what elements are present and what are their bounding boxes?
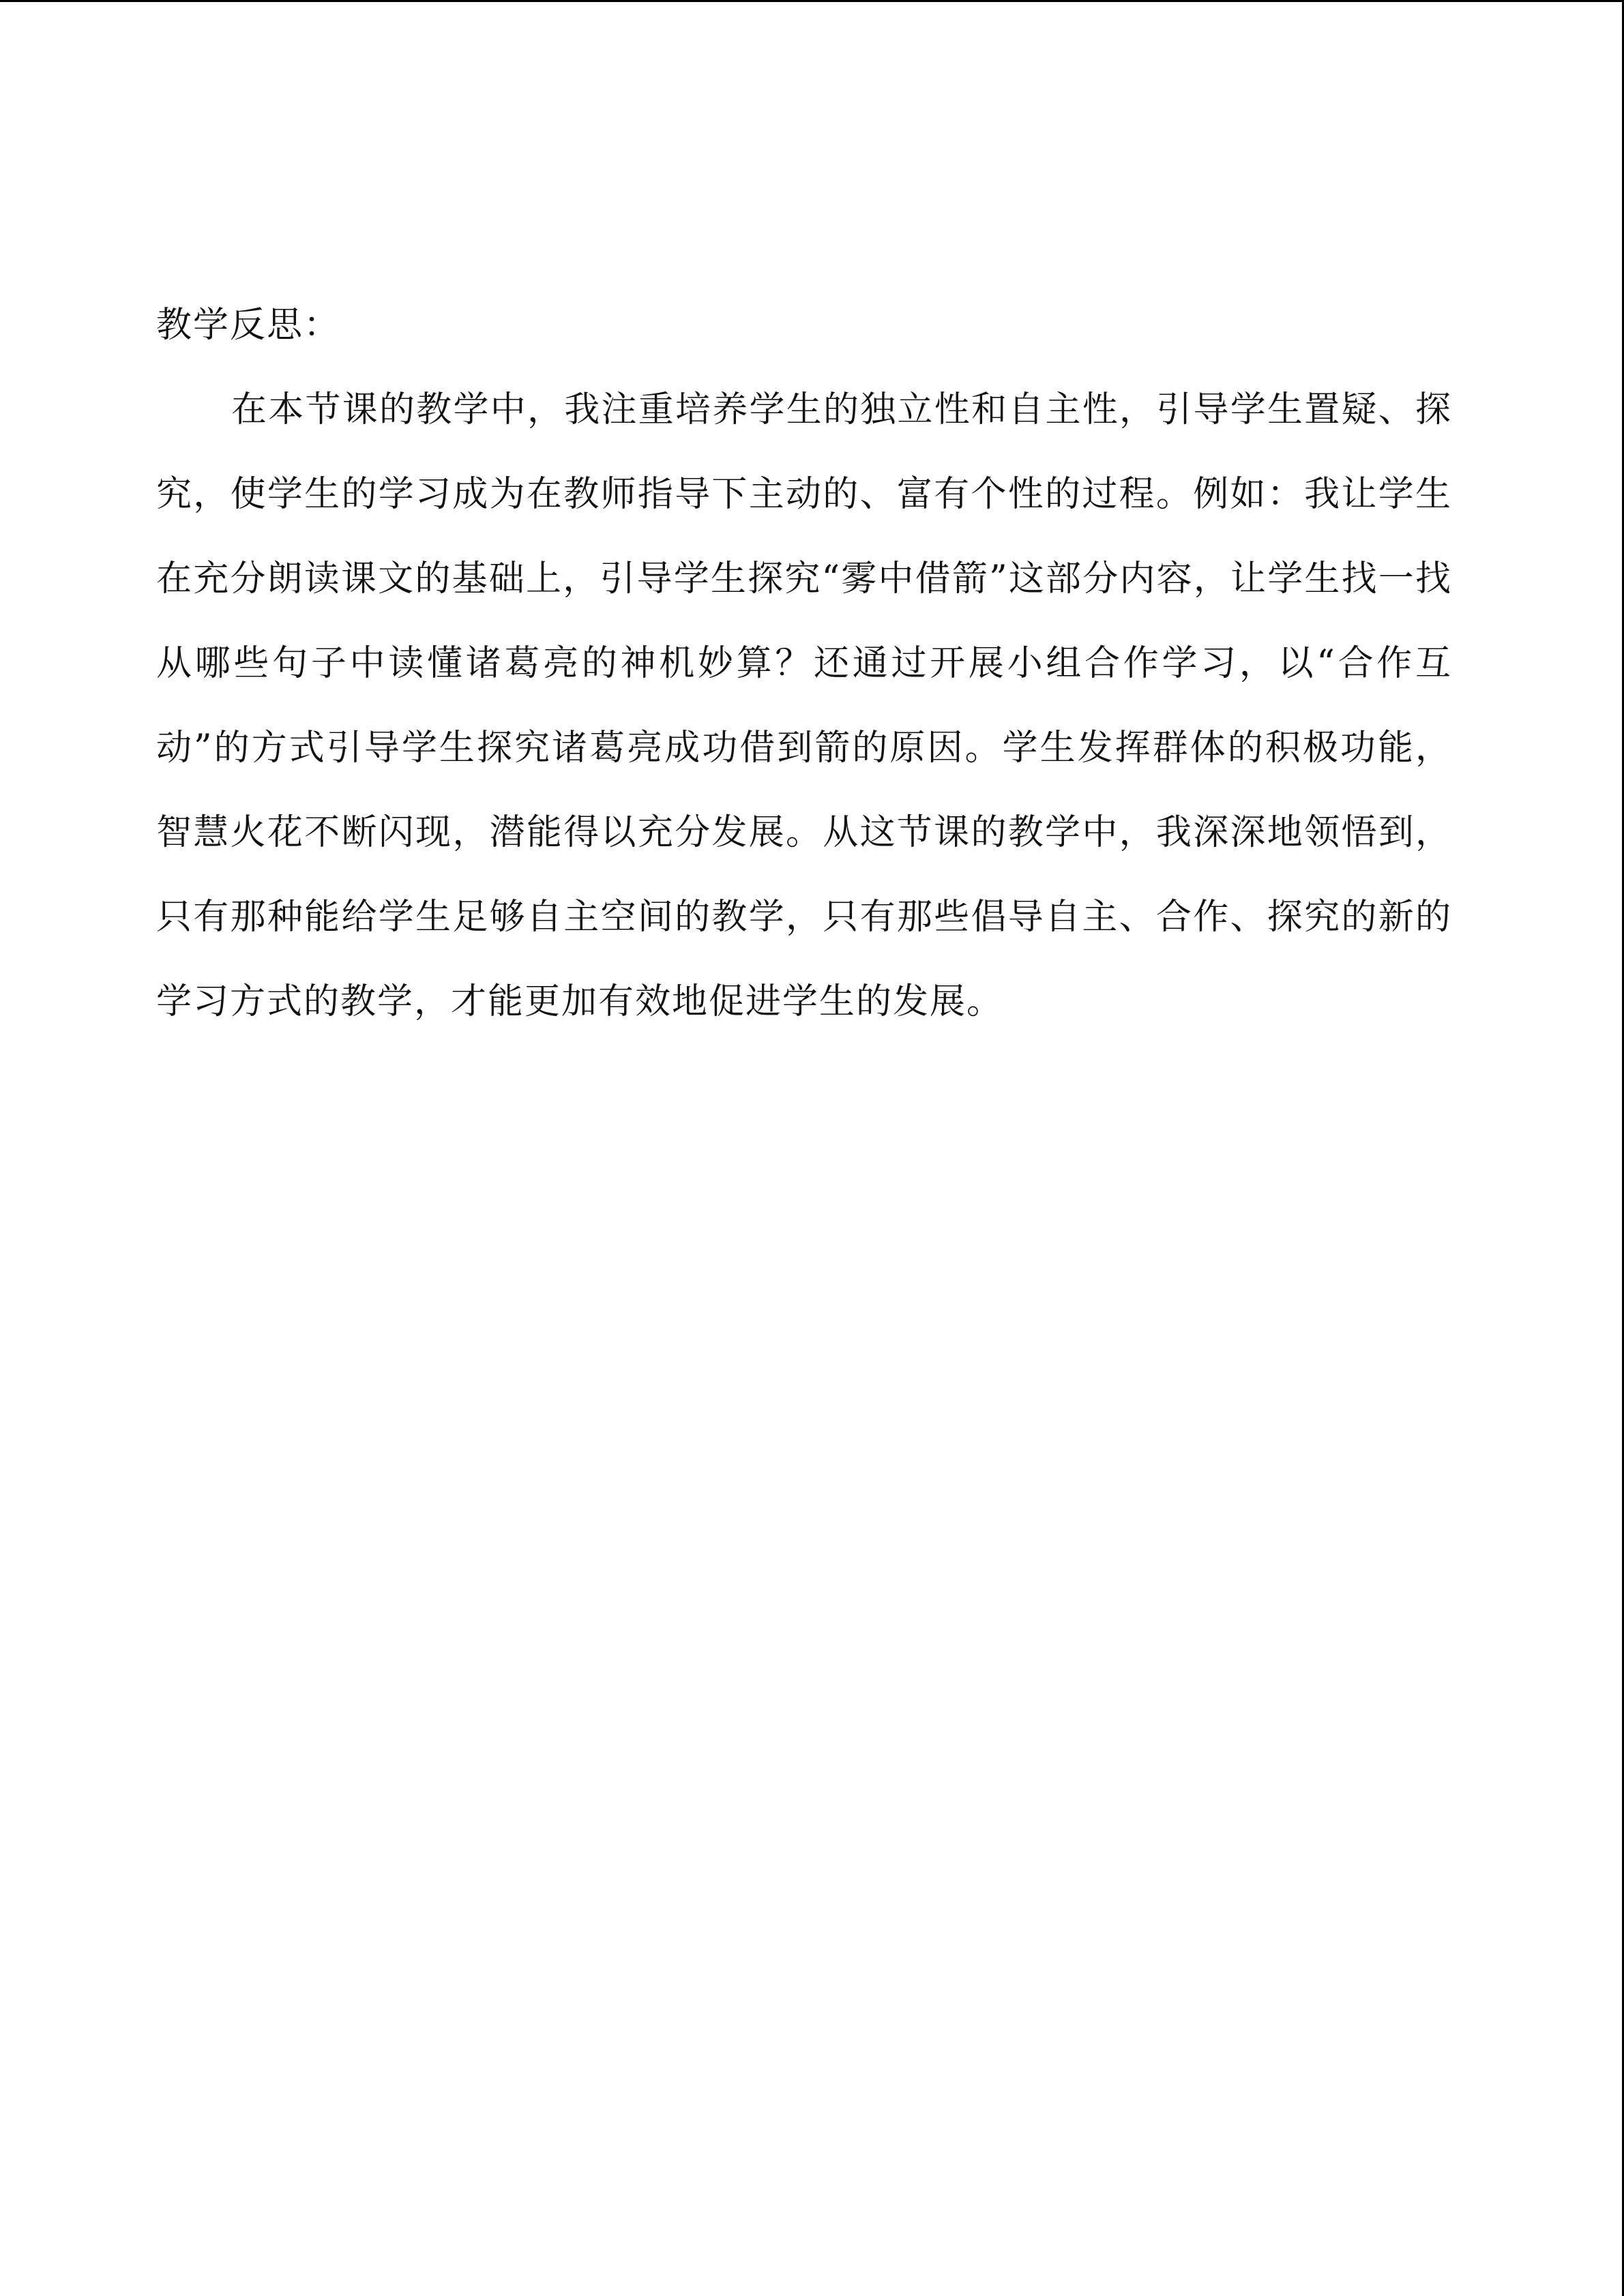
section-heading: 教学反思： xyxy=(156,305,341,346)
document-content xyxy=(156,283,1452,1044)
reflection-paragraph: 在本节课的教学中，我注重培养学生的独立性和自主性，引导学生置疑、探究，使学生的学习成为在教师指导下主动的、富有个性的过程。例如：我让学生在充分朗读课文的基础上，引导学生探究“雾中借箭”这部分内容，让学生找一找从哪些句子中读懂诸葛亮的神机妙算？还通过开展小组合作学习，以“合作互动”的方式引导学生探究诸葛亮成功借到箭的原因。学生发挥群体的积极功能，智慧火花不断闪现，潜能得以充分发展。从这节课的教学中，我深深地领悟到，只有那种能给学生足够自主空间的教学，只有那些倡导自主、合作、探究的新的学习方式的教学，才能更加有效地促进学生的发展。 xyxy=(156,389,1452,1022)
